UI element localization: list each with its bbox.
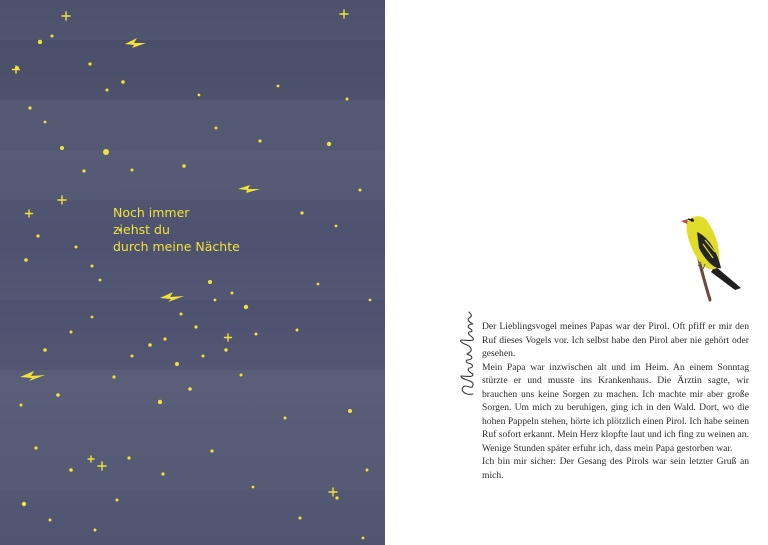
story-paragraph-3: Ich bin mir sicher: Der Gesang des Pirols war sein letzter Gruß an mich. (482, 456, 749, 482)
poem-line-2: ziehst du (113, 222, 170, 237)
story-page (385, 0, 768, 545)
poem-line-3: durch meine Nächte (113, 239, 240, 254)
poem-text (113, 204, 240, 255)
story-paragraph-2: Mein Papa war inzwischen alt und im Heim. An einem Sonntag stürzte er und musste ins Krankenhaus. Die Ärztin sagte, wir brauchen uns keine Sorgen zu machen. Ich machte mir aber große Sorgen. Um mich zu beruhigen, ging ich in den Wald. Dort, wo die hohen Pappeln stehen, hörte ich plötzlich einen Pirol. Ich habe seinen Ruf sofort erkannt. Mein Herz klopfte laut und ich fing zu weinen an. Wenige Stunden später erfuhr ich, dass mein Papa gestorben war. (482, 361, 749, 454)
signature (455, 308, 481, 398)
golden-oriole-illustration (675, 208, 745, 304)
story-text (482, 320, 749, 483)
story-paragraph-1: Der Lieblingsvogel meines Papas war der Pirol. Oft pfiff er mir den Ruf dieses Vogels vor. Ich selbst habe den Pirol aber nie gehört oder gesehen. (482, 321, 749, 360)
poem-line-1: Noch immer (113, 205, 190, 220)
